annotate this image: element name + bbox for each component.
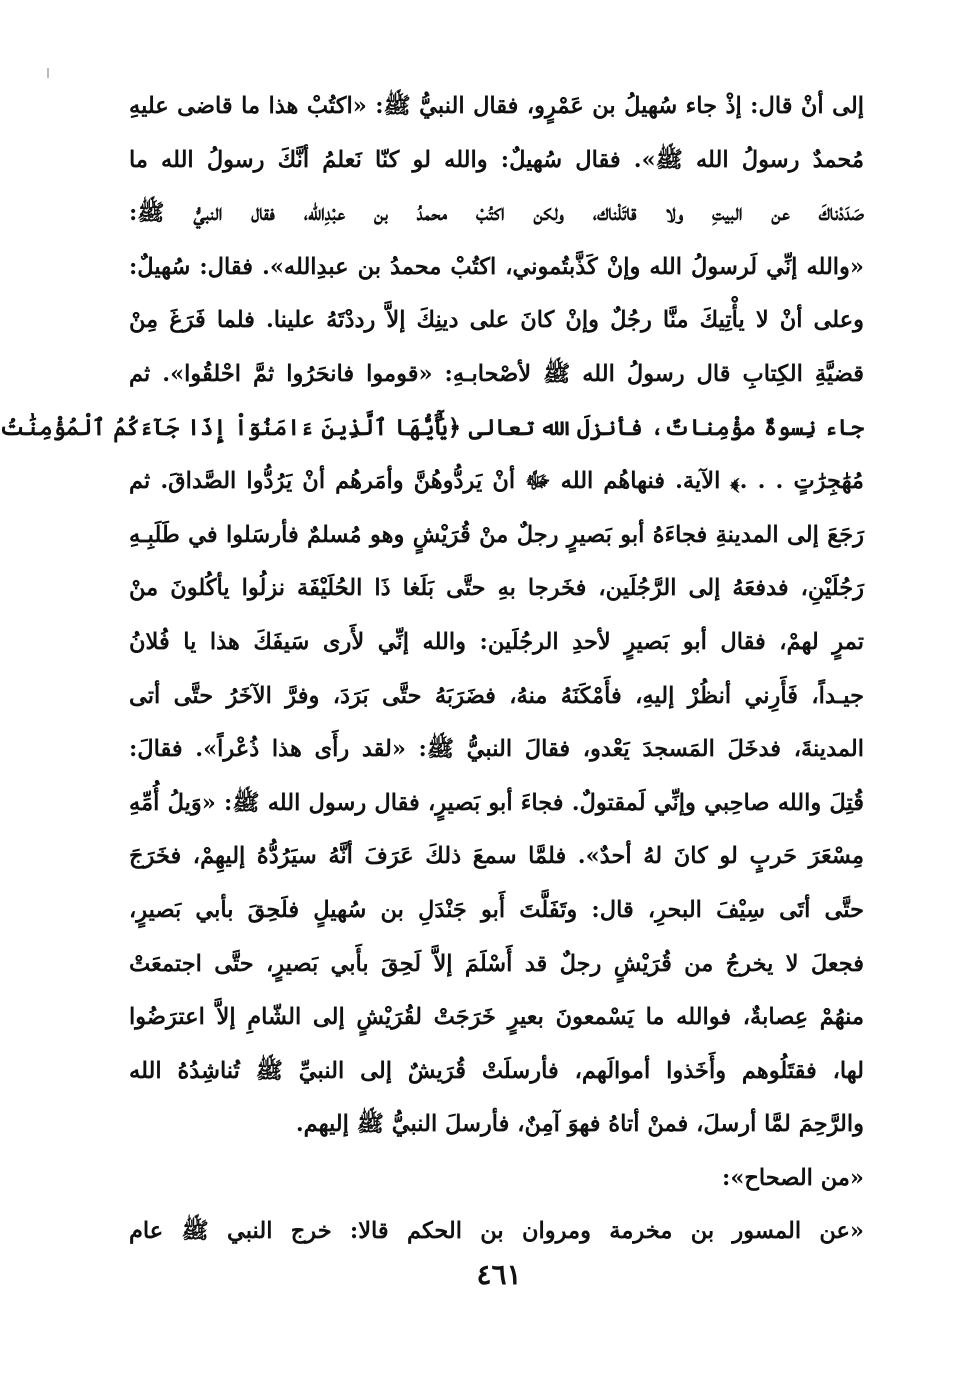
text-line-11: تمرٍ لهمْ، فقال أبو بَصيرٍ لأحدِ الرجُلَين: والله إنِّي لأَرى سَيفَكَ هذا يا فُلانُ	[129, 628, 864, 655]
text-line-19: لها، فقتَلُوهم وأَخَذوا أموالَهم، فأرسلَتْ قُرَيشٌ إلى النبيِّ ﷺ تُناشِدُهُ الله	[129, 1057, 864, 1084]
text-line-5: وعلى أنْ لا يأْتِيكَ منَّا رجُلٌ وإنْ كانَ على دينِكَ إلاَّ رددْتَهُ علينا. فلما فَرَغَ مِنْ	[129, 307, 864, 334]
text-line-3: صَدَدْناكَ عن البيتِ ولا قاتَلْناك، ولكن اكتُبْ محمدُ بن عبْدِالله، فقال النبيُّ ﷺ:	[129, 200, 864, 227]
section-heading: «من الصحاح»:	[722, 1164, 864, 1191]
text-line-16: حتَّى أتَى سِيْفَ البحرِ، قال: وتَفَلَّتَ أَبو جَنْدَلِ بن سُهيلٍ فلَحِقَ بأبي بَصيرٍ،	[129, 896, 864, 923]
text-line-22: «عن المسور بن مخرمة ومروان بن الحكم قالا: خرج النبي ﷺ عام	[129, 1218, 864, 1245]
text-line-18: منهُمْ عِصابةٌ، فوالله ما يَسْمعونَ بعيرٍ خَرَجَتْ لقُرَيْشٍ إلى الشّامِ إلاَّ اعترَضُوا	[129, 1004, 864, 1031]
text-line-15: مِسْعَرَ حَربٍ لو كانَ لهُ أحدٌ». فلمَّا سمعَ ذلكَ عَرَفَ أنَّهُ سيَرُدُّهُ إليهِمْ، فخَرَجَ	[129, 843, 864, 870]
text-line-12: جيـداً، فَأَرِني أنظُرْ إليهِ، فأَمْكَنَهُ منهُ، فضَرَبَهُ حتَّى بَرَدَ، وفرَّ الآخَرُ حتَّى أتى	[129, 682, 864, 709]
page-number: ٤٦١	[476, 1258, 522, 1291]
margin-mark	[47, 68, 49, 78]
text-line-1: إلى أنْ قال: إذْ جاء سُهيلُ بن عَمْرٍو، فقال النبيُّ ﷺ: «اكتُبْ هذا ما قاضى عليهِ	[129, 93, 864, 119]
text-line-20: والرَّحِمَ لمَّا أرسلَ، فمنْ أتاهُ فهوَ آمِنٌ، فأرسلَ النبيُّ ﷺ إليهم.	[295, 1111, 864, 1138]
body-text	[0, 80, 864, 1259]
text-line-9: رَجَعَ إلى المدينةِ فجاءَهُ أبو بَصيرٍ رجلٌ منْ قُرَيْشٍ وهو مُسلمٌ فأرسَلوا في طَلَبِـهِ	[129, 521, 864, 548]
text-line-10: رَجُلَيْنِ، فدفعَهُ إلى الرَّجُلَين، فخَرجا بهِ حتَّى بَلَغا ذَا الحُلَيْفَة نزلُوا يأكُلونَ منْ	[129, 575, 864, 602]
text-line-8: مُهَٰجِرَٰتٍ . . .﴾ الآية. فنهاهُم الله ﷻ أنْ يَردُّوهُنَّ وأمَرهُم أنْ يَرُدُّوا الصَّداقَ. ثم	[129, 468, 864, 495]
text-line-7: جاء نِسوةٌ مؤْمِناتٌ، فأنزلَ الله تعالى ﴿يَٰٓأَيُّهَا ٱلَّذِينَ ءَامَنُوٓاْ إِذَا جَآءَكُمُ ٱلْمُؤْمِنَٰتُ	[0, 414, 864, 441]
text-line-17: فجعلَ لا يخرجُ من قُرَيْشٍ رجلٌ قد أَسْلَمَ إلاَّ لَحِقَ بأَبي بَصيرٍ، حتَّى اجتمعَتْ	[129, 950, 864, 977]
text-line-6: قضيَّةِ الكِتابِ قال رسولُ الله ﷺ لأصْحابـهِ: «قوموا فانحَرُوا ثمَّ احْلقُوا». ثم	[129, 360, 864, 387]
text-line-2: مُحمدٌ رسولُ الله ﷺ». فقال سُهيلٌ: والله لو كنّا نَعلمُ أنَّكَ رسولُ الله ما	[129, 146, 864, 173]
text-line-13: المدينةَ، فدخَلَ المَسجدَ يَعْدو، فقالَ النبيُّ ﷺ: «لقد رأَى هذا ذُعْراً». فقالَ:	[129, 736, 864, 763]
text-line-14: قُتِلَ والله صاحِبي وإنِّي لَمقتولٌ. فجاءَ أبو بَصيرٍ، فقال رسول الله ﷺ: «وَيلُ أُمِّهِ	[129, 789, 864, 816]
text-line-4: «والله إنِّي لَرسولُ الله وإنْ كَذَّبتُموني، اكتُبْ محمدُ بن عبدِالله». فقال: سُهيلٌ:	[129, 253, 864, 280]
